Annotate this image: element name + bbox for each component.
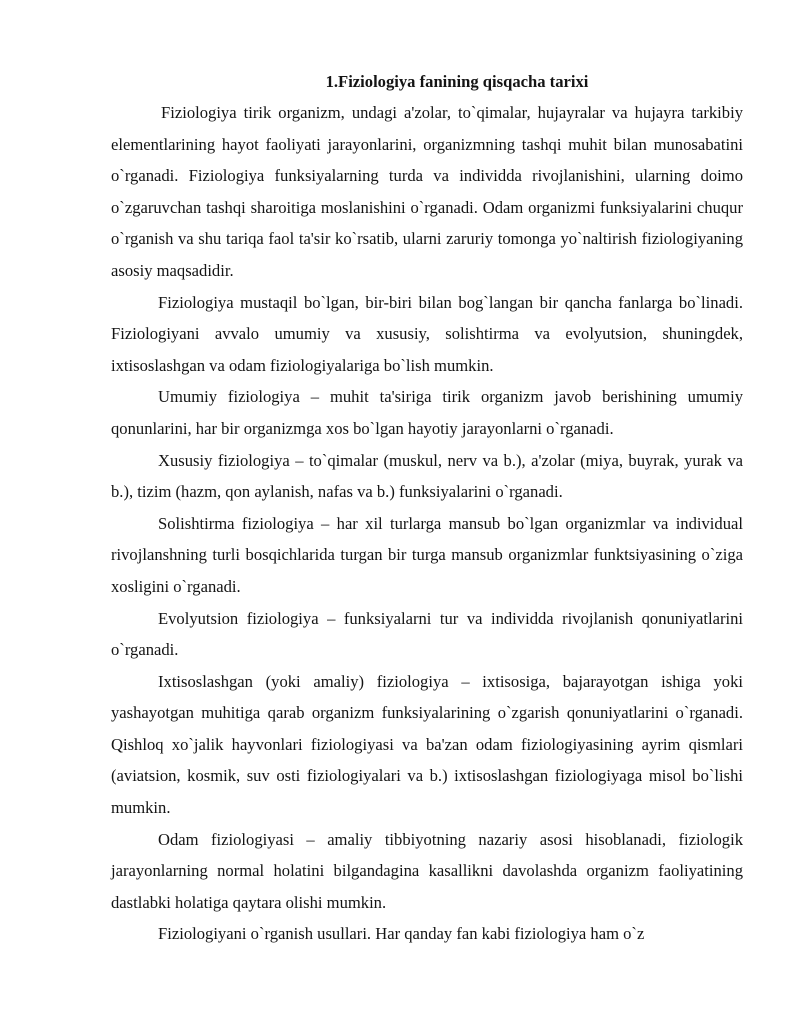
paragraph-intro: Fiziologiya tirik organizm, undagi a'zolar, to`qimalar, hujayralar va hujayra tarkibiy elementlarining hayot faoliyati jarayonlarini, organizmning tashqi muhit bilan munosabatini o`rganadi. Fiziologiya funksiyalarning turda va individda rivojlanishini, ularning doimo o`zgaruvchan tashqi sharoitiga moslanishini o`rganadi. Odam organizmi funksiyalarini chuqur o`rganish va shu tariqa faol ta'sir ko`rsatib, ularni zaruriy tomonga yo`naltirish fiziologiyaning asosiy maqsadidir. — [111, 103, 743, 280]
paragraph-applied-physiology: Ixtisoslashgan (yoki amaliy) fiziologiya – ixtisosiga, bajarayotgan ishiga yoki yashayotgan muhitiga qarab organizm funksiyalarining o`zgarish qonuniyatlarini o`rganadi. Qishloq xo`jalik hayvonlari fiziologiyasi va ba'zan odam fiziologiyasining ayrim qismlari (aviatsion, kosmik, suv osti fiziologiyalari va b.) ixtisoslashgan fiziologiyaga misol bo`lishi mumkin. — [111, 671, 743, 818]
paragraph-comparative-physiology: Solishtirma fiziologiya – har xil turlarga mansub bo`lgan organizmlar va individual rivojlanshning turli bosqichlarida turgan bir turga mansub organizmlar funktsiyasining o`ziga xosligini o`rganadi. — [111, 513, 743, 596]
paragraph-branches: Fiziologiya mustaqil bo`lgan, bir-biri bilan bog`langan bir qancha fanlarga bo`linadi. Fiziologiyani avvalo umumiy va xususiy, solishtirma va evolyutsion, shuningdek, ixtisoslashgan va odam fiziologiyalariga bo`lish mumkin. — [111, 292, 743, 375]
paragraph-study-methods: Fiziologiyani o`rganish usullari. Har qanday fan kabi fiziologiya ham o`z — [158, 924, 645, 944]
paragraph-special-physiology: Xususiy fiziologiya – to`qimalar (muskul, nerv va b.), a'zolar (miya, buyrak, yurak va b.), tizim (hazm, qon aylanish, nafas va b.) funksiyalarini o`rganadi. — [111, 450, 743, 502]
section-title: 1.Fiziologiya fanining qisqacha tarixi — [325, 72, 589, 91]
document-page — [111, 66, 743, 950]
paragraph-human-physiology: Odam fiziologiyasi – amaliy tibbiyotning nazariy asosi hisoblanadi, fiziologik jarayonlarning normal holatini bilgandagina kasallikni davolashda organizm faoliyatining dastlabki holatiga qaytara olishi mumkin. — [111, 829, 743, 912]
paragraph-evolutionary-physiology: Evolyutsion fiziologiya – funksiyalarni tur va individda rivojlanish qonuniyatlarini o`rganadi. — [111, 608, 743, 660]
paragraph-general-physiology: Umumiy fiziologiya – muhit ta'siriga tirik organizm javob berishining umumiy qonunlarini, har bir organizmga xos bo`lgan hayotiy jarayonlarni o`rganadi. — [111, 387, 743, 438]
